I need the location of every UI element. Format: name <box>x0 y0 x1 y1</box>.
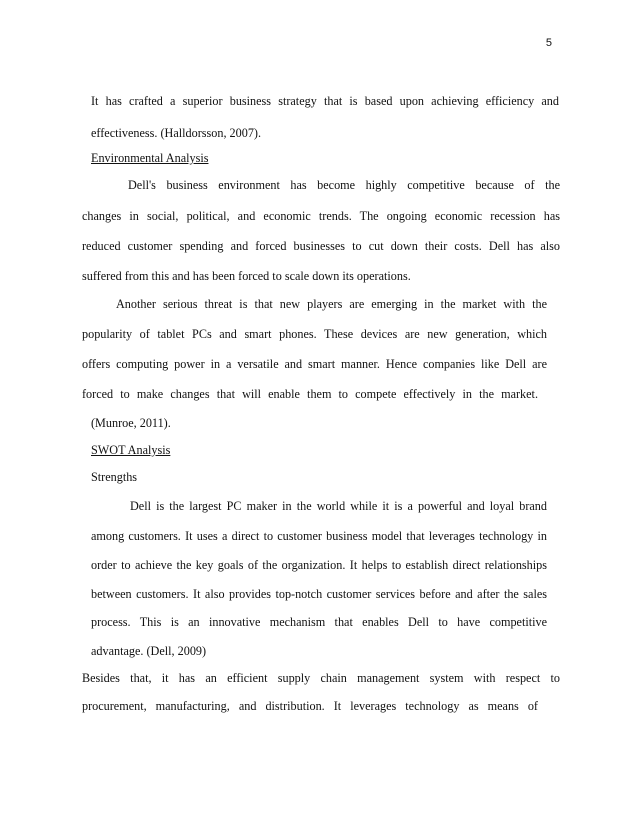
paragraph-line: It has crafted a superior business strategy that is based upon achieving efficiency and <box>91 94 559 108</box>
paragraph-line: reduced customer spending and forced businesses to cut down their costs. Dell has also <box>82 239 560 253</box>
paragraph-line: effectiveness. (Halldorsson, 2007). <box>91 126 262 140</box>
paragraph-line: between customers. It also provides top-notch customer services before and after the sales <box>91 587 547 601</box>
paragraph-line: among customers. It uses a direct to customer business model that leverages technology in <box>91 529 547 543</box>
paragraph-line: (Munroe, 2011). <box>91 416 171 430</box>
section-heading-environmental-analysis: Environmental Analysis <box>91 151 209 165</box>
paragraph-line: forced to make changes that will enable them to compete effectively in the market. <box>82 387 538 401</box>
paragraph-line: suffered from this and has been forced to scale down its operations. <box>82 269 411 283</box>
paragraph-line: advantage. (Dell, 2009) <box>91 644 207 658</box>
paragraph-line: Dell is the largest PC maker in the world while it is a powerful and loyal brand <box>130 499 547 513</box>
paragraph-line: Dell's business environment has become highly competitive because of the <box>128 178 560 192</box>
paragraph-line: Besides that, it has an efficient supply chain management system with respect to <box>82 671 560 685</box>
paragraph-line: order to achieve the key goals of the organization. It helps to establish direct relationships <box>91 558 547 572</box>
paragraph-line: offers computing power in a versatile and smart manner. Hence companies like Dell are <box>82 357 547 371</box>
subheading-strengths: Strengths <box>91 470 138 484</box>
paragraph-line: procurement, manufacturing, and distribution. It leverages technology as means of <box>82 699 538 713</box>
paragraph-line: process. This is an innovative mechanism that enables Dell to have competitive <box>91 615 547 629</box>
paragraph-line: Another serious threat is that new players are emerging in the market with the <box>116 297 547 311</box>
page-number: 5 <box>545 37 552 49</box>
paragraph-line: changes in social, political, and economic trends. The ongoing economic recession has <box>82 209 560 223</box>
section-heading-swot-analysis: SWOT Analysis <box>91 443 171 457</box>
paragraph-line: popularity of tablet PCs and smart phones. These devices are new generation, which <box>82 327 547 341</box>
